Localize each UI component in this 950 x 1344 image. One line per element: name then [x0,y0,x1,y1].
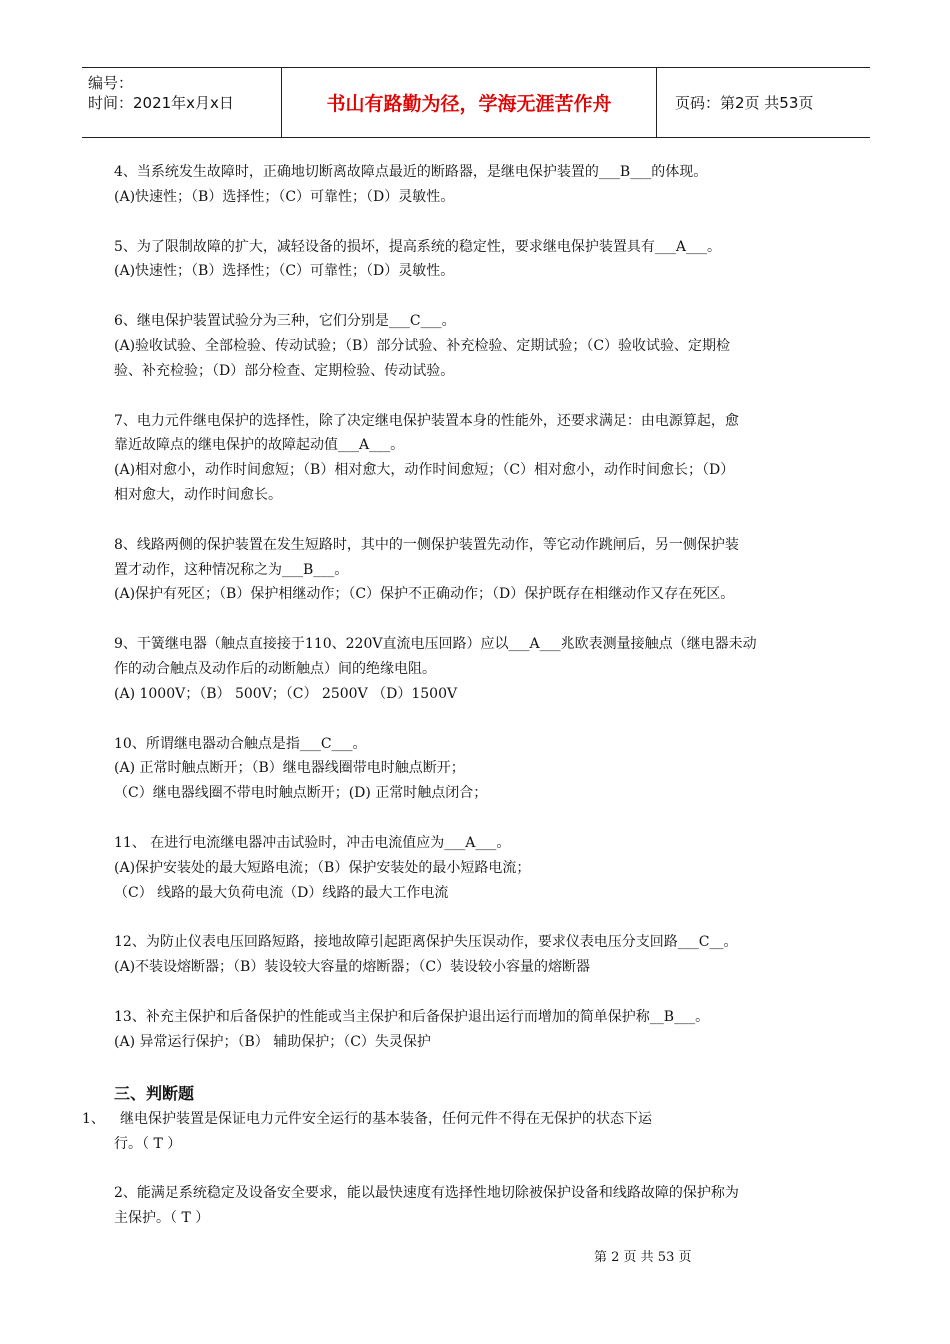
question-line: (A)快速性；（B）选择性；（C）可靠性；（D）灵敏性。 [114,263,455,280]
item-text-line: 行。（ T ） [114,1136,182,1152]
question-10 [114,732,839,806]
question-line: （C） 线路的最大负荷电流（D）线路的最大工作电流 [114,884,449,901]
question-line: 置才动作，这种情况称之为___B___。 [114,561,349,578]
question-9 [114,632,839,706]
question-line: (A)相对愈小，动作时间愈短；（B）相对愈大，动作时间愈短；（C）相对愈小，动作时间愈长；（D） [114,462,735,479]
question-line: (A) 1000V；（B） 500V；（C） 2500V （D）1500V [114,685,458,702]
question-line: 12、为防止仪表电压回路短路，接地故障引起距离保护失压误动作，要求仪表电压分支回路___C__。 [114,934,738,951]
question-12 [114,930,839,980]
item-text-line: 继电保护装置是保证电力元件安全运行的基本装备，任何元件不得在无保护的状态下运 [120,1111,652,1127]
question-line: 7、电力元件继电保护的选择性，除了决定继电保护装置本身的性能外，还要求满足：由电源算起，愈 [114,412,739,429]
question-line: (A)保护有死区；（B）保护相继动作；（C）保护不正确动作；（D）保护既存在相继动作又存在死区。 [114,586,735,603]
question-5 [114,235,839,285]
question-line: (A)验收试验、全部检验、传动试验；（B）部分试验、补充检验、定期试验；（C）验收试验、定期检 [114,337,731,354]
question-line: 11、 在进行电流继电器冲击试验时，冲击电流值应为___A___。 [114,834,511,851]
question-line: (A)快速性；（B）选择性；（C）可靠性；（D）灵敏性。 [114,188,455,205]
header-page-info [665,68,870,137]
question-line: 靠近故障点的继电保护的故障起动值___A___。 [114,437,405,454]
question-line: (A)不装设熔断器；（B）装设较大容量的熔断器；（C）装设较小容量的熔断器 [114,959,591,976]
question-line: 作的动合触点及动作后的动断触点）间的绝缘电阻。 [114,660,436,677]
question-line: (A)保护安装处的最大短路电流；（B）保护安装处的最小短路电流； [114,859,531,876]
item-text-line: 主保护。（ T ） [114,1210,210,1226]
item-text-line: 2、能满足系统稳定及设备安全要求，能以最快速度有选择性地切除被保护设备和线路故障的保护称为 [114,1185,739,1201]
question-line: 验、补充检验；（D）部分检查、定期检验、传动试验。 [114,362,455,379]
judgement-item-2 [114,1181,839,1231]
question-list [114,160,839,1080]
header-motto: 书山有路勤为径，学海无涯苦作舟 [281,68,657,137]
question-line: (A) 正常时触点断开；（B）继电器线圈带电时触点断开； [114,760,465,777]
header-page-text: 页码：第2页 共53页 [675,94,814,112]
question-line: 9、干簧继电器（触点直接接于110、220V直流电压回路）应以___A___兆欧表测量接触点（继电器未动 [114,636,757,653]
question-line: 8、线路两侧的保护装置在发生短路时，其中的一侧保护装置先动作，等它动作跳闸后，另一侧保护装 [114,536,739,553]
question-line: 4、当系统发生故障时，正确地切断离故障点最近的断路器，是继电保护装置的___B___的体现。 [114,164,708,180]
question-4 [114,160,839,210]
header-number-label: 编号： [88,74,134,92]
section-title: 三、判断题 [114,1084,195,1103]
page-footer: 第 2 页 共 53 页 [594,1250,692,1265]
question-line: （C）继电器线圈不带电时触点断开；(D) 正常时触点闭合； [114,785,488,802]
header-time-label: 时间：2021年x月x日 [88,94,234,112]
item-number: 1、 [82,1111,105,1127]
page-header [82,67,870,138]
question-line: 5、为了限制故障的扩大，减轻设备的损坏，提高系统的稳定性，要求继电保护装置具有___A___。 [114,238,722,255]
question-line: (A) 异常运行保护；（B） 辅助保护；（C）失灵保护 [114,1033,431,1050]
question-line: 13、补充主保护和后备保护的性能或当主保护和后备保护退出运行而增加的简单保护称__B___。 [114,1008,710,1025]
question-6 [114,309,839,383]
header-meta [82,68,280,137]
question-line: 6、继电保护装置试验分为三种，它们分别是___C___。 [114,313,456,330]
question-13 [114,1005,839,1055]
question-7 [114,409,839,508]
question-11 [114,831,839,905]
question-line: 10、所谓继电器动合触点是指___C___。 [114,735,367,752]
question-8 [114,533,839,607]
question-line: 相对愈大，动作时间愈长。 [114,486,282,503]
